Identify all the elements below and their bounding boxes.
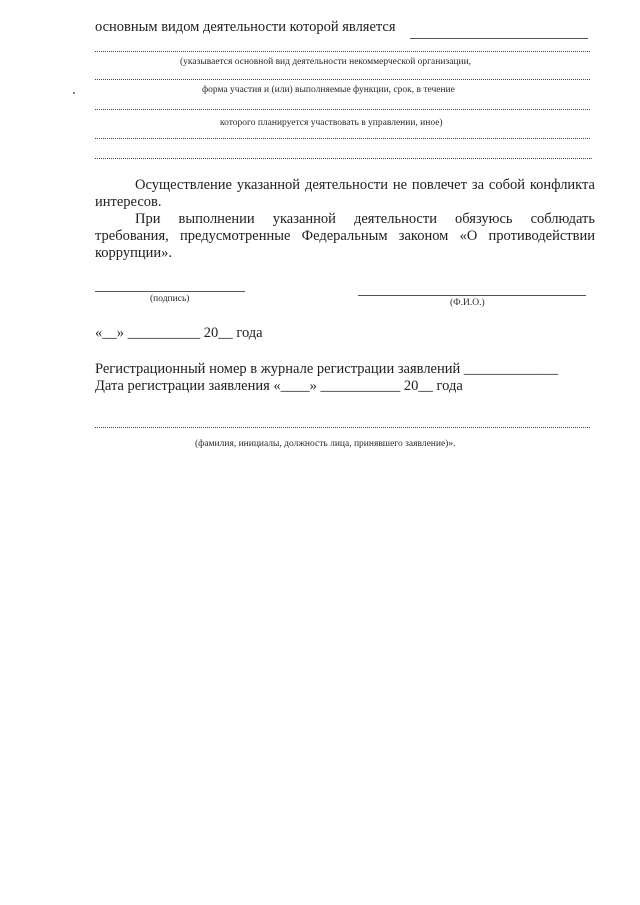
signature-caption: (подпись) <box>150 294 190 304</box>
registration-date-field: Дата регистрации заявления «____» ___________ 20__ года <box>95 378 463 394</box>
blank-line-4 <box>95 109 590 110</box>
activity-intro-text: основным видом деятельности которой является <box>95 19 396 35</box>
caption-management-period: которого планируется участвовать в управлении, иное) <box>220 118 443 128</box>
blank-line-5 <box>95 138 590 139</box>
scan-mark <box>73 92 75 94</box>
activity-blank-line <box>410 38 588 39</box>
caption-activity-type: (указывается основной вид деятельности некоммерческой организации, <box>180 57 472 67</box>
full-name-caption: (Ф.И.О.) <box>450 298 485 308</box>
signature-line <box>95 291 245 292</box>
blank-line-2 <box>95 51 590 52</box>
paragraph-no-conflict <box>95 177 595 211</box>
caption-participation-form: форма участия и (или) выполняемые функции, срок, в течение <box>202 85 455 95</box>
paragraph-obligation-text: При выполнении указанной деятельности обязуюсь соблюдать требования, предусмотренные Федеральным законом «О противодействии коррупции». <box>95 211 595 261</box>
accepting-person-caption: (фамилия, инициалы, должность лица, принявшего заявление)». <box>195 439 456 449</box>
blank-line-6 <box>95 158 590 159</box>
accepting-person-line <box>95 427 590 428</box>
blank-line-end-period: . <box>590 152 593 162</box>
registration-number-field: Регистрационный номер в журнале регистрации заявлений _____________ <box>95 361 559 377</box>
full-name-line <box>358 295 586 296</box>
date-field: «__» __________ 20__ года <box>95 325 263 341</box>
blank-line-3 <box>95 79 590 80</box>
paragraph-no-conflict-text: Осуществление указанной деятельности не повлечет за собой конфликта интересов. <box>95 177 595 210</box>
paragraph-obligation <box>95 211 595 262</box>
